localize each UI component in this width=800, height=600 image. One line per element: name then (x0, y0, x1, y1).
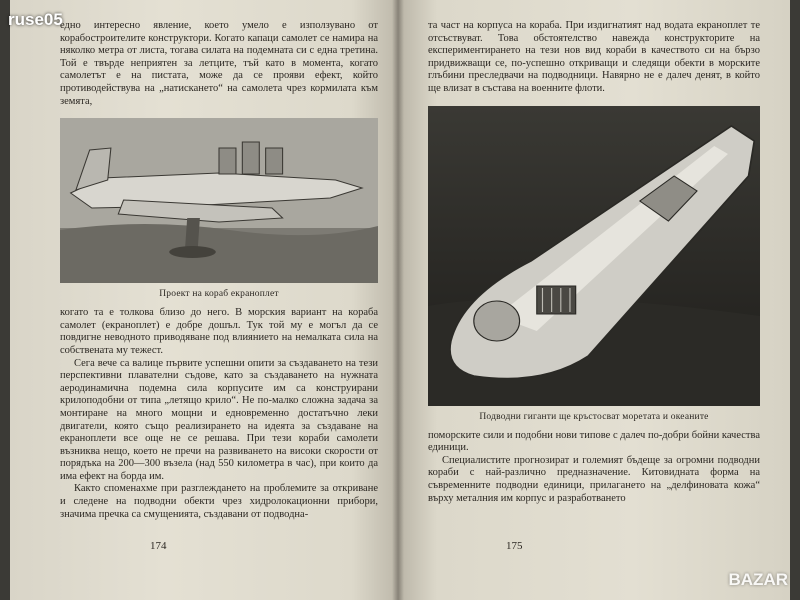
ekranoplan-illustration (60, 118, 378, 283)
figure-caption-right: Подводни гиганти ще кръстосват моретата и океаните (479, 411, 709, 422)
right-paragraph-2: поморските сили и подобни нови типове с далеч по-добри бойни качества единици. (428, 429, 760, 454)
figure-caption-left: Проект на кораб екраноплет (159, 289, 279, 300)
bazar-logo: BAZAR (728, 570, 788, 589)
right-paragraph-3: Специалистите прогнозират и големият бъдеще за огромни подводни кораби с най-различно предназначение. Китовидната форма на съвременните подводни единици, прилагането на „делфиновата кожа“ върху металния им корпус и разработването (428, 454, 760, 504)
left-paragraph-2: когато та е толкова близо до него. В морския вариант на кораба самолет (екраноплет) е добре дошъл. Тук той му е могъл да се повдигне неводното приводяване под влиянието на немалката сила на собствената му тежест. (60, 307, 378, 356)
watermark-text: ruse05 (8, 10, 63, 29)
submarine-illustration (428, 106, 760, 406)
figure-submarine (428, 106, 760, 422)
page-number-left: 174 (150, 540, 167, 552)
page-number-right: 175 (506, 540, 523, 552)
figure-ekranoplan (60, 118, 378, 299)
left-paragraph-top: едно интересно явление, което умело е използувано от корабостроителите конструктори. Когато капаци самолет се намира на няколко метра от листа, тогава силата на подемната си с една третина. Той е твърде неприятен за летците, тъй като в момента, когато самолетът е на пистата, може да се прояви ефект, който противодействува на „натискането“ на самолета чрез кормилата към земята, (60, 20, 378, 107)
right-paragraph-top: та част на корпуса на кораба. При издигнатият над водата екраноплет те отсъствуват. Това обстоятелство навежда конструкторите на експериментирането на тези нов вид кораби в качеството си на бързо придвижващи се, по-успешно откриващи и следящи обекти в морските глъбини преследвачи на подводници. Навярно не е далеч денят, в който ще влизат в състава на военните флоти. (428, 20, 760, 94)
left-page (10, 0, 398, 600)
left-paragraph-3: Сега вече са валице първите успешни опити за създаването на тези перспективни плавателни съдове, като за създаването на нужната аеродинамична подемна сила корпусите им са конструирани крилоподобни от типа „летящо крило“. Не по-малко сложна задача за монтиране на много мощни и едновременно достатъчно леки двигатели, която също реализирането на идеята за създаване на екраноплети все още не се решава. При тези кораби самолети възниква нещо, което не пречи на развиването на високи скорости от порядъка на 200—300 възела (над 550 километра в час), при които да има ефект на борда им. (60, 357, 378, 482)
book-gutter (392, 0, 404, 600)
left-paragraph-4: Както споменахме при разглеждането на проблемите за откриване и следене на подводни обекти чрез хидролокационни прибори, значима пречка са смущенията, създавани от подводна- (60, 483, 378, 520)
right-page (398, 0, 790, 600)
